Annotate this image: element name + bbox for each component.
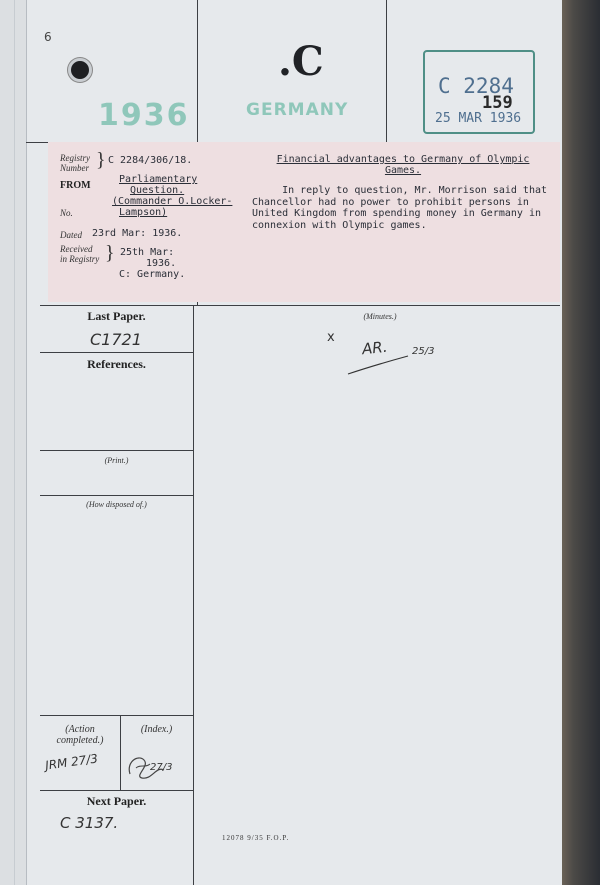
stamp-number: C 2284 <box>438 74 514 98</box>
minutes-underline-stroke <box>346 352 410 378</box>
received-label: Received in Registry <box>60 244 100 264</box>
from-line-3: (Commander O.Locker- <box>112 196 233 207</box>
subject-title <box>258 154 548 176</box>
received-value-line-1: 25th Mar: <box>120 247 175 258</box>
page-edge-shadow <box>562 0 600 885</box>
last-paper-value: C1721 <box>90 330 142 349</box>
brace-received-icon: } <box>105 242 115 264</box>
dated-label: Dated <box>60 230 82 240</box>
index-label: (Index.) <box>140 724 173 735</box>
from-line-2: Question. <box>130 185 185 196</box>
file-year: 1936 <box>98 98 190 133</box>
print-rule <box>40 495 193 496</box>
action-completed-label: (Action completed.) <box>56 724 104 746</box>
last-paper-label: Last Paper. <box>87 309 146 323</box>
stamp-date: 25 MAR 1936 <box>435 111 522 126</box>
subject-body: In reply to question, Mr. Morrison said that Chancellor had no power to prohibit persons in United Kingdom from spending money in Germany in connexion with Olympic games. <box>252 185 548 231</box>
corner-mark: 6 <box>44 30 52 44</box>
registry-number-value: C 2284/306/18. <box>108 155 193 166</box>
copy-to: C: Germany. <box>119 269 186 280</box>
references-rule <box>40 450 193 451</box>
no-label: No. <box>60 208 73 218</box>
next-paper-label: Next Paper. <box>86 794 147 808</box>
registry-number-label: Registry Number <box>60 153 90 173</box>
minutes-cross-mark: x <box>327 330 335 345</box>
binding-fold-line <box>14 0 15 885</box>
header-divider-right <box>386 0 387 142</box>
print-label: (Print.) <box>104 456 129 465</box>
from-label: FROM <box>60 180 91 191</box>
references-label: References. <box>87 357 146 371</box>
minutes-label: (Minutes.) <box>363 312 397 321</box>
next-paper-value: C 3137. <box>60 814 119 832</box>
from-line-4: Lampson) <box>119 207 168 218</box>
minutes-initials: AR. <box>361 337 389 359</box>
index-signature-icon <box>124 748 168 784</box>
department-letter: .C <box>278 38 324 85</box>
from-line-1: Parliamentary <box>119 174 198 185</box>
last-paper-rule <box>40 352 193 353</box>
punch-hole-icon <box>68 58 92 82</box>
left-column-divider <box>193 305 194 885</box>
section-rule <box>40 305 560 306</box>
brace-registry-icon: } <box>96 149 106 171</box>
subject-title-line-2: Games. <box>384 165 422 176</box>
action-rule <box>40 715 193 716</box>
minutes-date: 25/3 <box>412 346 435 357</box>
subject-title-line-1: Financial advantages to Germany of Olympic <box>276 154 530 165</box>
stamp-sequence: 159 <box>482 93 513 113</box>
next-paper-rule <box>40 790 193 791</box>
dated-value: 23rd Mar: 1936. <box>92 228 183 239</box>
index-initials: 27/3 <box>150 762 173 773</box>
print-code: 12078 9/35 F.O.P. <box>222 834 290 842</box>
action-initials: JRM 27/3 <box>44 751 99 773</box>
received-value-line-2: 1936. <box>146 258 177 269</box>
country-stamp: GERMANY <box>246 100 349 120</box>
how-disposed-label: (How disposed of.) <box>86 500 147 509</box>
